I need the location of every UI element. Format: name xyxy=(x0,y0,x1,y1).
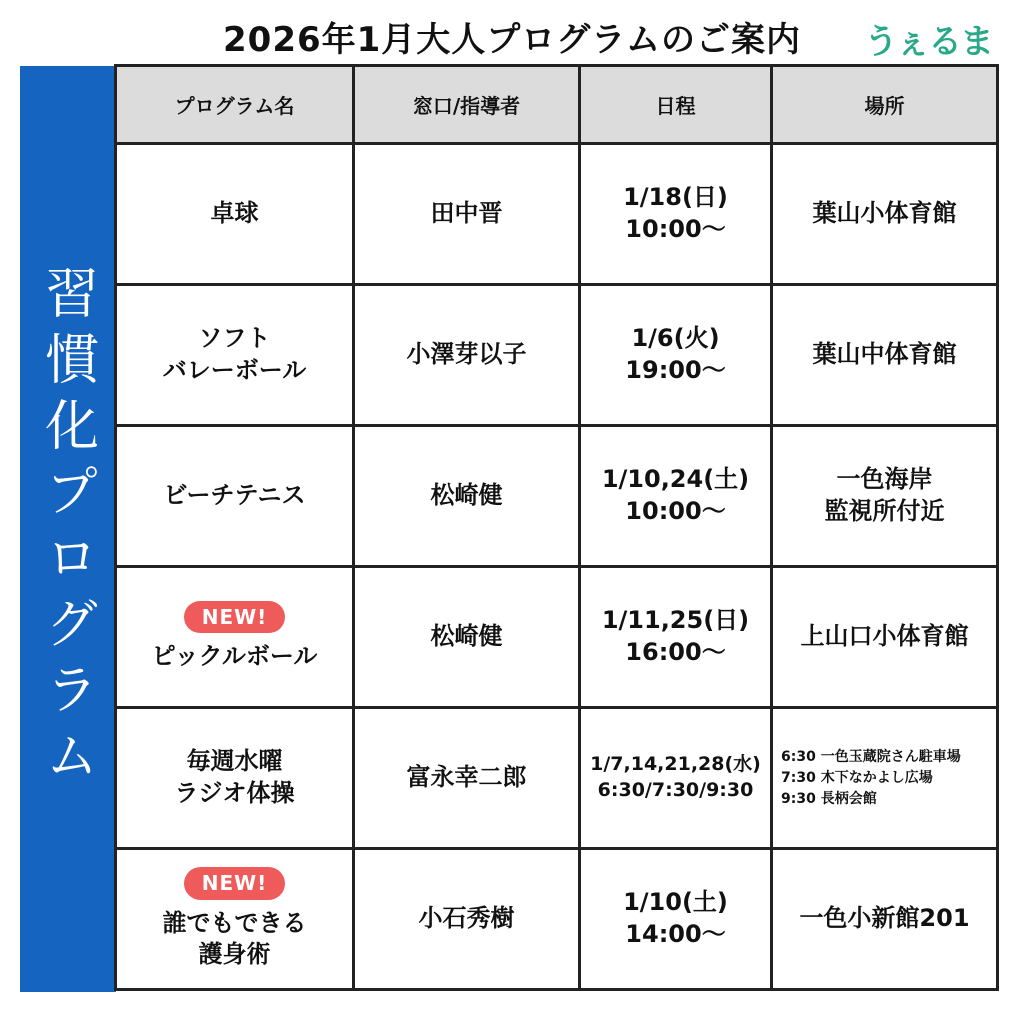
place-cell xyxy=(772,285,998,426)
brand-logo: うぇるま xyxy=(864,22,992,62)
page-title: 2026年1月大人プログラムのご案内 xyxy=(223,20,801,60)
contact-cell: 松崎健 xyxy=(354,567,580,708)
place-cell xyxy=(772,708,998,849)
program-table xyxy=(114,64,999,991)
schedule-text: 1/6(火) 19:00〜 xyxy=(625,324,726,384)
program-name-cell xyxy=(116,144,354,285)
place-list-item: 9:30 長柄会館 xyxy=(781,790,877,807)
contact-cell: 小石秀樹 xyxy=(354,849,580,990)
place-cell xyxy=(772,567,998,708)
schedule-text: 1/11,25(日) 16:00〜 xyxy=(601,606,750,666)
program-name: 卓球 xyxy=(210,199,259,228)
contact-cell: 小澤芽以子 xyxy=(354,285,580,426)
new-badge: NEW! xyxy=(184,867,286,899)
place-list xyxy=(773,747,996,810)
contact-cell: 松崎健 xyxy=(354,426,580,567)
place-list-item: 7:30 木下なかよし広場 xyxy=(781,769,933,786)
table-row xyxy=(116,849,998,990)
schedule-cell xyxy=(580,567,772,708)
column-header-contact: 窓口/指導者 xyxy=(354,66,580,144)
program-name: ピックルボール xyxy=(151,642,318,671)
column-header-program: プログラム名 xyxy=(116,66,354,144)
table-row xyxy=(116,567,998,708)
table-row xyxy=(116,708,998,849)
schedule-cell xyxy=(580,285,772,426)
program-name-cell xyxy=(116,426,354,567)
schedule-cell xyxy=(580,144,772,285)
side-category-label: 習慣化プログラム xyxy=(36,265,100,793)
program-name: 誰でもできる 護身術 xyxy=(162,908,307,969)
program-name: ソフト バレーボール xyxy=(162,324,307,384)
column-header-schedule: 日程 xyxy=(580,66,772,144)
place-cell xyxy=(772,849,998,990)
schedule-text: 1/18(日) 10:00〜 xyxy=(623,183,728,243)
table-row xyxy=(116,426,998,567)
column-header-place: 場所 xyxy=(772,66,998,144)
schedule-text: 1/7,14,21,28(水) 6:30/7:30/9:30 xyxy=(590,753,761,801)
schedule-text: 1/10(土) 14:00〜 xyxy=(623,888,728,948)
place-list-item: 6:30 一色玉蔵院さん駐車場 xyxy=(781,748,961,765)
place-text: 一色海岸 監視所付近 xyxy=(824,465,945,525)
schedule-cell xyxy=(580,426,772,567)
contact-cell: 田中晋 xyxy=(354,144,580,285)
side-category-band xyxy=(20,66,116,992)
program-name: ビーチテニス xyxy=(163,481,306,510)
program-name-cell xyxy=(116,708,354,849)
schedule-text: 1/10,24(土) 10:00〜 xyxy=(601,465,750,525)
program-name-cell xyxy=(116,285,354,426)
table-row xyxy=(116,144,998,285)
table-row xyxy=(116,285,998,426)
place-text: 一色小新館201 xyxy=(799,904,970,933)
program-name-cell xyxy=(116,567,354,708)
contact-cell: 富永幸二郎 xyxy=(354,708,580,849)
place-text: 葉山小体育館 xyxy=(812,199,957,228)
place-text: 上山口小体育館 xyxy=(800,622,969,651)
place-cell xyxy=(772,144,998,285)
schedule-cell xyxy=(580,849,772,990)
new-badge: NEW! xyxy=(184,601,286,633)
table-header-row xyxy=(116,66,998,144)
place-cell xyxy=(772,426,998,567)
schedule-cell xyxy=(580,708,772,849)
program-name: 毎週水曜 ラジオ体操 xyxy=(174,747,295,807)
program-name-cell xyxy=(116,849,354,990)
place-text: 葉山中体育館 xyxy=(812,340,957,369)
